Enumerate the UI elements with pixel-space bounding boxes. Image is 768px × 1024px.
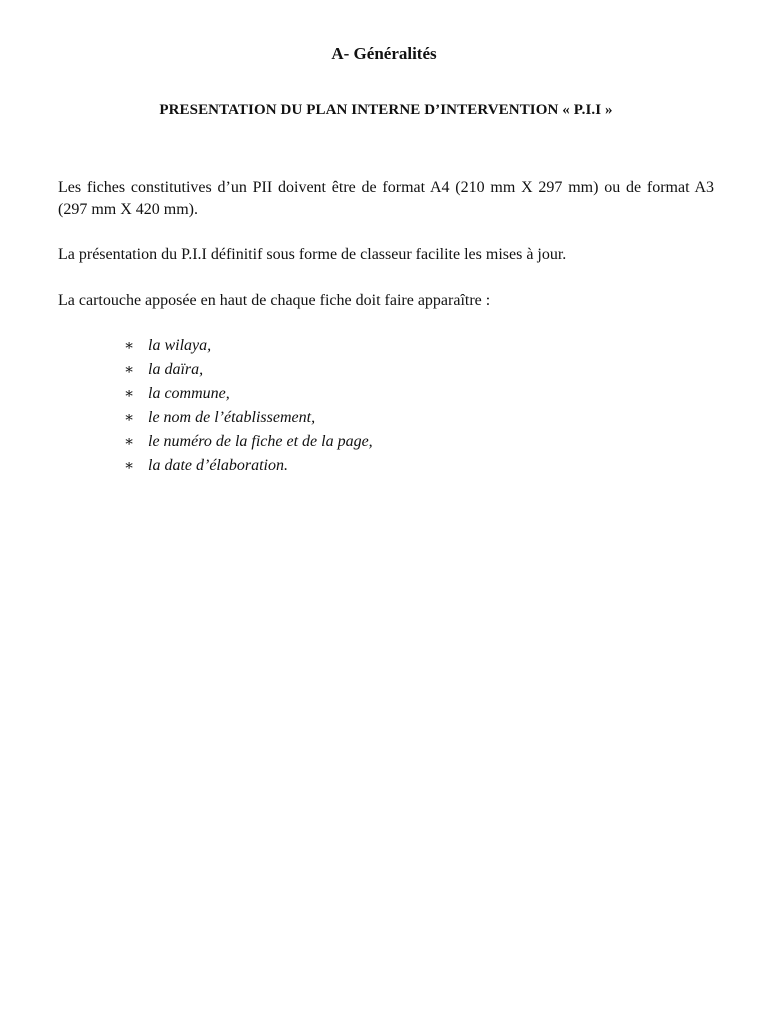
section-title: A- Généralités — [331, 44, 437, 63]
paragraph-format: Les fiches constitutives d’un PII doivent être de format A4 (210 mm X 297 mm) ou de format A3 (297 mm X 420 mm). — [58, 179, 714, 218]
list-item — [124, 406, 373, 430]
paragraph-binder: La présentation du P.I.I définitif sous forme de classeur facilite les mises à jour. — [58, 246, 567, 263]
list-item-text: la commune, — [148, 385, 230, 402]
asterisk-bullet-icon: ∗ — [124, 386, 135, 402]
asterisk-bullet-icon: ∗ — [124, 434, 135, 450]
cartouche-items-list — [124, 334, 373, 478]
list-item — [124, 382, 373, 406]
list-item — [124, 454, 373, 478]
asterisk-bullet-icon: ∗ — [124, 410, 135, 426]
asterisk-bullet-icon: ∗ — [124, 458, 135, 474]
list-item-text: la wilaya, — [148, 337, 212, 354]
asterisk-bullet-icon: ∗ — [124, 362, 135, 378]
document-subtitle: PRESENTATION DU PLAN INTERNE D’INTERVENTION « P.I.I » — [159, 102, 613, 118]
list-item-text: le numéro de la fiche et de la page, — [148, 433, 373, 450]
list-item — [124, 430, 373, 454]
list-item — [124, 334, 373, 358]
paragraph-cartouche: La cartouche apposée en haut de chaque fiche doit faire apparaître : — [58, 292, 491, 309]
list-item — [124, 358, 373, 382]
list-item-text: la date d’élaboration. — [148, 457, 288, 474]
list-item-text: le nom de l’établissement, — [148, 409, 316, 426]
asterisk-bullet-icon: ∗ — [124, 338, 135, 354]
list-item-text: la daïra, — [148, 361, 204, 378]
